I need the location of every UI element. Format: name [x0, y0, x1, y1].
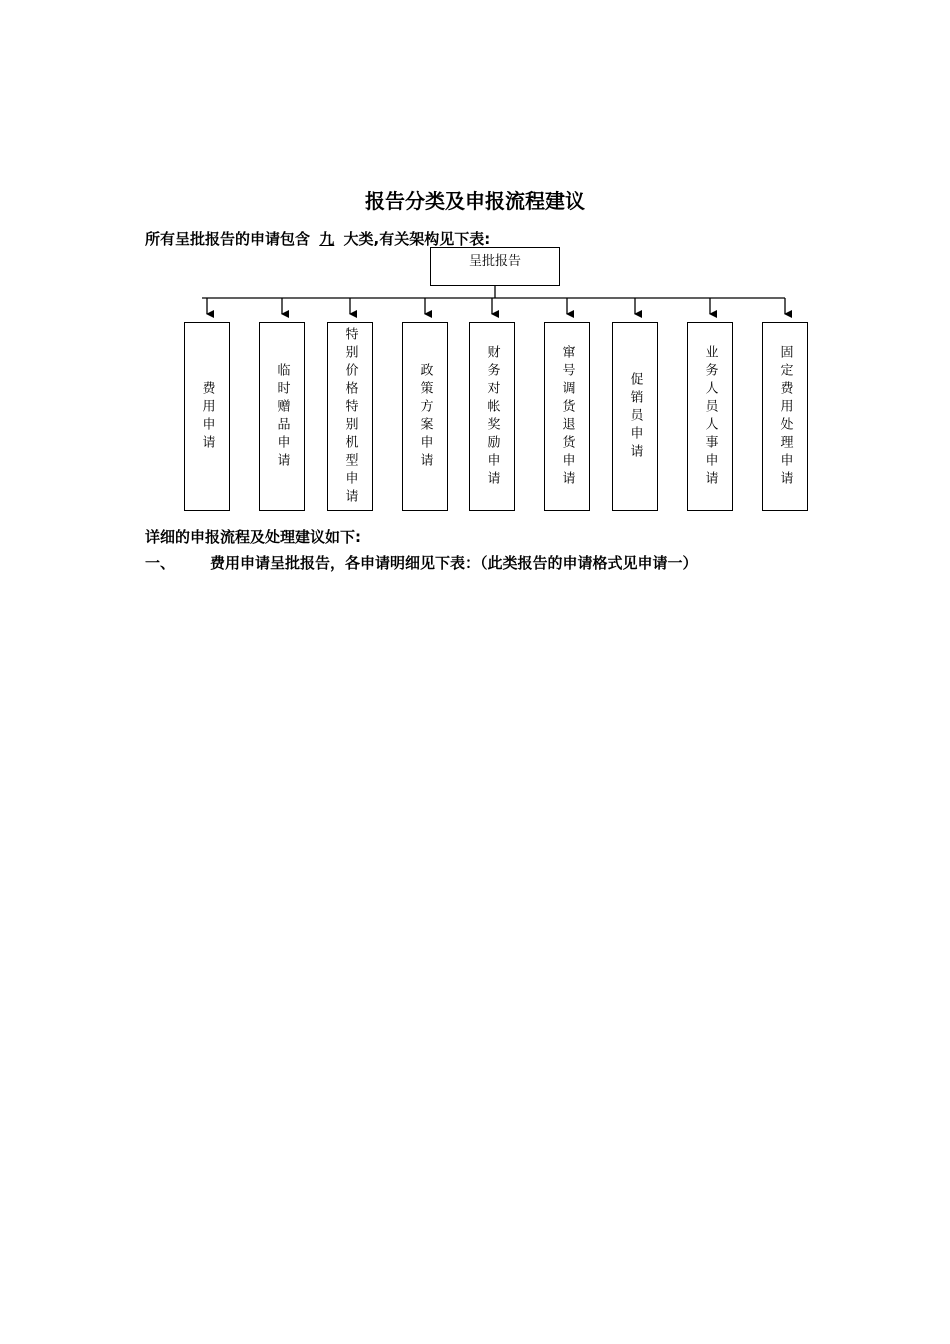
org-chart-node: [327, 322, 373, 511]
org-chart-node: [259, 322, 305, 511]
org-chart-node-label: 固定费用处理申请: [777, 344, 793, 489]
section-one-number: 一、: [145, 554, 176, 572]
org-chart-node: [402, 322, 448, 511]
detail-heading: 详细的申报流程及处理建议如下:: [145, 528, 362, 546]
intro-count: 九: [319, 230, 335, 248]
org-chart-node: [544, 322, 590, 511]
org-chart-node: [469, 322, 515, 511]
org-chart-node: [687, 322, 733, 511]
org-chart-node-label: 费用申请: [199, 380, 215, 453]
org-chart-node-label: 临时赠品申请: [274, 362, 290, 471]
org-chart-node-label: 窜号调货退货申请: [559, 344, 575, 489]
section-one: [145, 552, 698, 573]
org-chart-node-label: 财务对帐奖励申请: [484, 344, 500, 489]
org-chart-node-label: 促销员申请: [627, 371, 643, 462]
org-chart-node: [184, 322, 230, 511]
org-chart-node-label: 业务人员人事申请: [702, 344, 718, 489]
org-chart-node-label: 特别价格特别机型申请: [342, 326, 358, 507]
intro-prefix: 所有呈批报告的申请包含: [145, 230, 311, 248]
org-chart-node-label: 政策方案申请: [417, 362, 433, 471]
org-chart-node: [612, 322, 658, 511]
document-title: 报告分类及申报流程建议: [365, 189, 585, 213]
section-one-text: 费用申请呈批报告，各申请明细见下表：（此类报告的申请格式见申请一）: [210, 554, 698, 572]
org-chart-node: [762, 322, 808, 511]
org-chart-root: 呈批报告: [430, 247, 560, 286]
intro-suffix: 大类,有关架构见下表:: [343, 230, 491, 248]
